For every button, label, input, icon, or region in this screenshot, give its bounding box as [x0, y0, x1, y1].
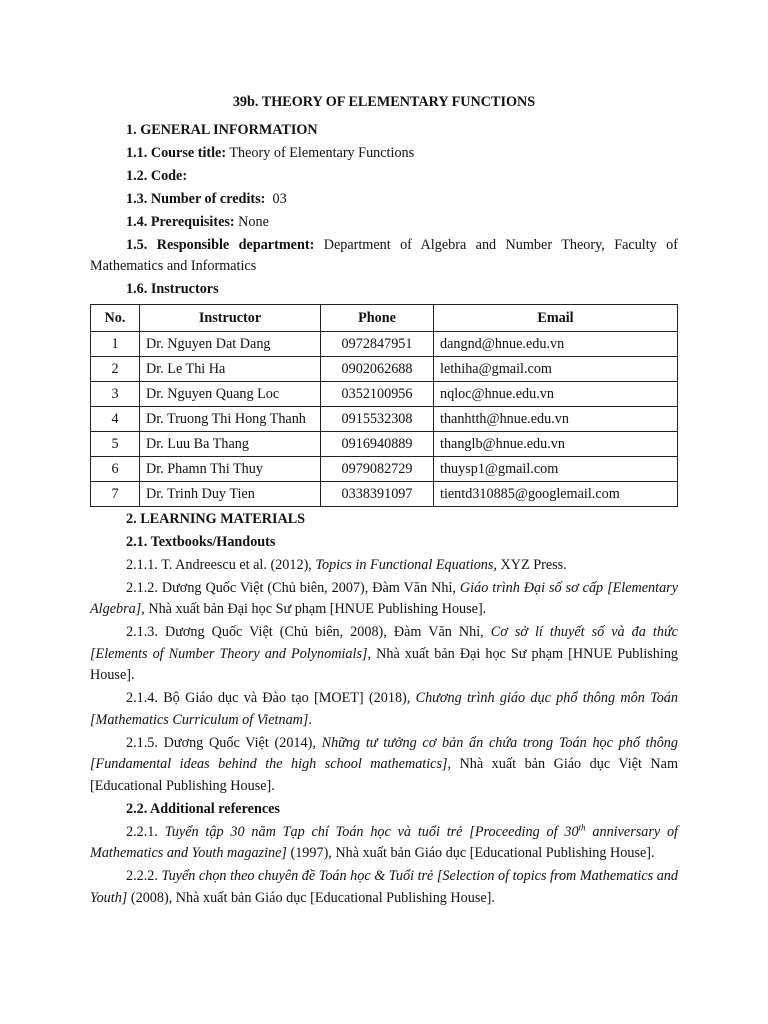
table-row	[91, 406, 678, 431]
cell-phone: 0916940889	[321, 431, 434, 456]
ref-text: , Nhà xuất bản Đại học Sư phạm [HNUE Publishing House].	[141, 601, 487, 617]
cell-email: thanglb@hnue.edu.vn	[434, 431, 678, 456]
reference-item	[90, 822, 678, 865]
ref-text: (1997), Nhà xuất bản Giáo dục [Educational Publishing House].	[286, 845, 655, 861]
cell-no: 7	[91, 481, 140, 506]
reference-item	[90, 622, 678, 687]
prereq-value: None	[234, 213, 269, 230]
table-row	[91, 381, 678, 406]
ref-text: 2.1.1. T. Andreescu et al. (2012),	[126, 556, 316, 573]
cell-phone: 0902062688	[321, 356, 434, 381]
section-materials-heading: 2. LEARNING MATERIALS	[126, 510, 306, 527]
ref-text: .	[308, 711, 312, 728]
cell-email: lethiha@gmail.com	[434, 356, 678, 381]
header-instructor: Instructor	[140, 304, 321, 331]
cell-no: 4	[91, 406, 140, 431]
cell-instructor: Dr. Luu Ba Thang	[140, 431, 321, 456]
cell-phone: 0972847951	[321, 331, 434, 356]
code-line	[90, 166, 678, 188]
cell-instructor: Dr. Phamn Thi Thuy	[140, 456, 321, 481]
ref-text: 2.2.1.	[126, 823, 165, 840]
cell-no: 2	[91, 356, 140, 381]
ref-title: Chương trình giáo dục phổ thông môn Toán [Mathematics Curriculum of Vietnam]	[90, 690, 678, 728]
credits-label: 1.3. Number of credits:	[126, 190, 266, 207]
table-row	[91, 456, 678, 481]
credits-value: 03	[265, 190, 287, 207]
cell-phone: 0352100956	[321, 381, 434, 406]
cell-phone: 0338391097	[321, 481, 434, 506]
prereq-label: 1.4. Prerequisites:	[126, 213, 235, 230]
reference-item	[90, 555, 678, 577]
cell-email: thuysp1@gmail.com	[434, 456, 678, 481]
ref-text: , Nhà xuất bản Giáo dục Việt Nam [Educational Publishing House].	[90, 756, 678, 794]
dept-line	[90, 235, 678, 278]
course-title-value: Theory of Elementary Functions	[226, 144, 415, 161]
cell-instructor: Dr. Nguyen Quang Loc	[140, 381, 321, 406]
header-no: No.	[91, 304, 140, 331]
ref-title: Tuyển tập 30 năm Tạp chí Toán học và tuổi trẻ [Proceeding of 30	[164, 823, 579, 840]
dept-label: 1.5. Responsible department:	[126, 236, 315, 253]
cell-no: 6	[91, 456, 140, 481]
instructors-label: 1.6. Instructors	[126, 281, 219, 297]
ref-title: anniversary of Mathematics and Youth magazine]	[90, 823, 678, 861]
cell-phone: 0979082729	[321, 456, 434, 481]
table-row	[91, 356, 678, 381]
code-label: 1.2. Code:	[126, 167, 188, 184]
cell-no: 3	[91, 381, 140, 406]
dept-value: Department of Algebra and Number Theory, Faculty of Mathematics and Informatics	[90, 236, 678, 274]
ref-text: 2.1.2. Dương Quốc Việt (Chủ biên, 2007), Đàm Văn Nhỉ,	[126, 579, 460, 596]
table-row	[91, 331, 678, 356]
course-title-label: 1.1. Course title:	[126, 144, 227, 161]
cell-instructor: Dr. Nguyen Dat Dang	[140, 331, 321, 356]
cell-no: 5	[91, 431, 140, 456]
table-header-row	[91, 304, 678, 331]
reference-item	[90, 578, 678, 621]
prereq-line	[90, 212, 678, 234]
cell-no: 1	[91, 331, 140, 356]
table-row	[91, 431, 678, 456]
reference-item	[90, 866, 678, 909]
header-email: Email	[434, 304, 678, 331]
ref-title: Topics in Functional Equations,	[315, 556, 497, 573]
cell-instructor: Dr. Le Thi Ha	[140, 356, 321, 381]
ref-text: 2.2.2.	[126, 868, 162, 884]
ref-title: Giáo trình Đại số sơ cấp [Elementary Algebra]	[90, 579, 678, 617]
cell-email: thanhtth@hnue.edu.vn	[434, 406, 678, 431]
cell-email: dangnd@hnue.edu.vn	[434, 331, 678, 356]
course-title-line	[90, 143, 678, 165]
additional-heading: 2.2. Additional references	[126, 800, 280, 817]
reference-item	[90, 688, 678, 731]
cell-instructor: Dr. Trinh Duy Tien	[140, 481, 321, 506]
ref-title: Những tư tưởng cơ bản ẩn chứa trong Toán học phổ thông [Fundamental ideas behind the high school mathematics]	[90, 734, 678, 772]
ref-title: Cơ sở lí thuyết số và đa thức [Elements of Number Theory and Polynomials]	[90, 624, 678, 662]
cell-instructor: Dr. Truong Thi Hong Thanh	[140, 406, 321, 431]
cell-email: nqloc@hnue.edu.vn	[434, 381, 678, 406]
ref-text: , Nhà xuất bản Đại học Sư phạm [HNUE Publishing House].	[90, 645, 679, 683]
header-phone: Phone	[321, 304, 434, 331]
ref-superscript: th	[578, 821, 586, 832]
cell-email: tientd310885@googlemail.com	[434, 481, 678, 506]
ref-title: Tuyển chọn theo chuyên đề Toán học & Tuổi trẻ [Selection of topics from Mathematics and Youth]	[90, 868, 678, 906]
ref-text: 2.1.5. Dương Quốc Việt (2014),	[126, 734, 322, 751]
document-page	[90, 92, 678, 911]
ref-text: 2.1.3. Dương Quốc Việt (Chủ biên, 2008), Đàm Văn Nhỉ,	[126, 624, 491, 640]
textbooks-heading: 2.1. Textbooks/Handouts	[126, 533, 276, 550]
table-row	[91, 481, 678, 506]
cell-phone: 0915532308	[321, 406, 434, 431]
ref-text: XYZ Press.	[496, 556, 567, 573]
ref-text: (2008), Nhà xuất bản Giáo dục [Educational Publishing House].	[127, 889, 495, 906]
instructors-table	[90, 304, 678, 507]
ref-text: 2.1.4. Bộ Giáo dục và Đào tạo [MOET] (2018),	[126, 690, 416, 706]
document-title: 39b. THEORY OF ELEMENTARY FUNCTIONS	[232, 94, 536, 110]
credits-line	[90, 189, 678, 211]
reference-item	[90, 733, 678, 798]
section-general-heading: 1. GENERAL INFORMATION	[126, 121, 318, 138]
